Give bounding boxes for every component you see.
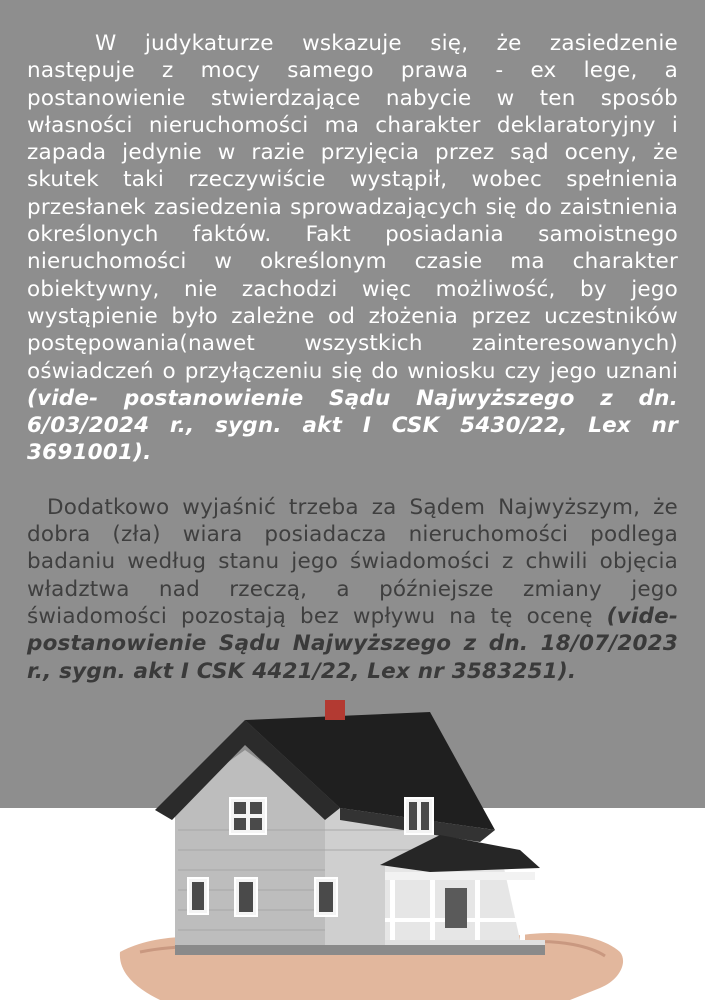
paragraph-2-text: Dodatkowo wyjaśnić trzeba za Sądem Najwyższym, że dobra (zła) wiara posiadacza nieruchomości podlega badaniu według stanu jego świadomości z chwili objęcia władztwa nad rzeczą, a późniejsze zmiany jego świadomości pozostają bez wpływu na tę ocenę bbox=[27, 494, 678, 629]
paragraph-1-text: W judykaturze wskazuje się, że zasiedzenie następuje z mocy samego prawa - ex lege, a postanowienie stwierdzające nabycie w ten sposób własności nieruchomości ma charakter deklaratoryjny i zapada jedynie w razie przyjęcia przez sąd oceny, że skutek taki rzeczywiście wystąpił, wobec spełnienia przesłanek zasiedzenia sprowadzających się do zaistnienia określonych faktów. Fakt posiadania samoistnego nieruchomości w określonym czasie ma charakter obiektywny, nie zachodzi więc możliwość, by jego wystąpienie było zależne od złożenia przez uczestników postępowania(nawet wszystkich zainteresowanych) oświadczeń o przyłączeniu się do wniosku czy jego uznani bbox=[27, 31, 678, 384]
house-on-hand-icon bbox=[100, 690, 640, 1000]
foundation bbox=[175, 945, 545, 955]
chimney bbox=[325, 700, 345, 720]
paragraph-1 bbox=[27, 30, 678, 467]
document-body bbox=[27, 30, 678, 685]
paragraph-2 bbox=[27, 494, 678, 685]
paragraph-1-citation: (vide- postanowienie Sądu Najwyższego z dn. 6/03/2024 r., sygn. akt I CSK 5430/22, Lex nr 3691001). bbox=[27, 385, 678, 466]
paragraph-2-citation: (vide- postanowienie Sądu Najwyższego z dn. 18/07/2023 r., sygn. akt I CSK 4421/22, Lex nr 3583251). bbox=[27, 603, 678, 684]
